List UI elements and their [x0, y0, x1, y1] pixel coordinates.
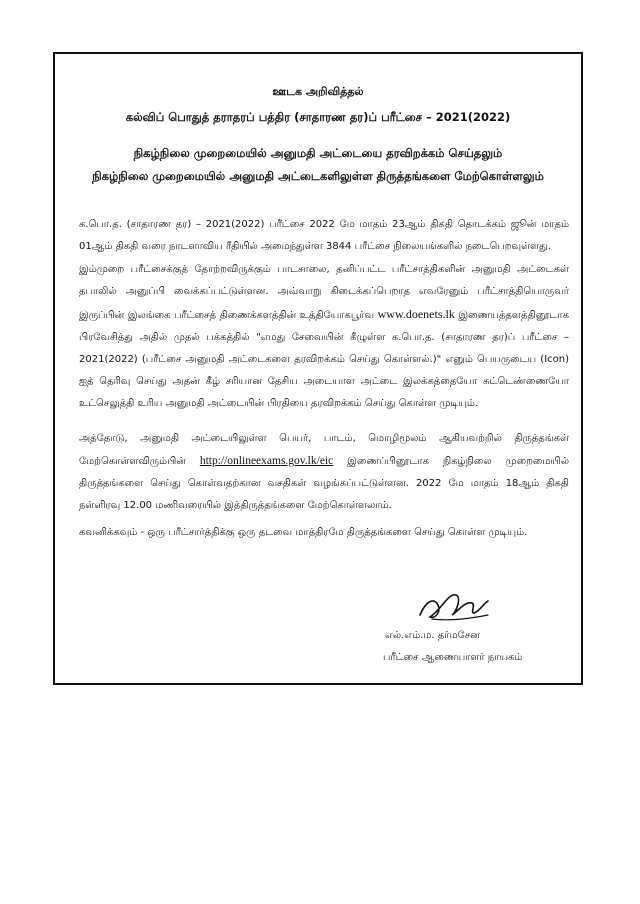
- paragraph-admission-cards: [79, 259, 569, 415]
- paragraph-note: கவனிக்கவும் - ஒரு பரீட்சார்த்திக்கு ஒரு தடவை மாத்திரமே திருத்தங்களை செய்து கொள்ள முடியும்.: [79, 527, 528, 538]
- paragraph-admission-cards-text-1: இம்முறை பரீட்சைக்குத் தோற்றவிருக்கும் பாடசாலை, தனிப்பட்ட பரீட்சாத்திகளின் அனுமதி அட்டைகள் தபாலில் அனுப்பி வைக்கப்பட்டுள்ளன. அவ்வாறு கிடைக்கப்பெறாத எவரேனும் பரீட்சாத்தியொருவர் இருப்பின் இலங்கை பரீட்சைத் திணைக்களத்தின் உத்தியோகபூர்வ: [79, 264, 569, 321]
- paragraph-corrections-text-1: அத்தோடு, அனுமதி அட்டையிலுள்ள பெயர், பாடம், மொழிமூலம் ஆகியவற்றில் திருத்தங்கள் மேற்கொள்ளவிரும்பின்: [79, 433, 569, 467]
- paragraph-exam-dates: க.பொ.த. (சாதாரண தர) – 2021(2022) பரீட்சை 2022 மே மாதம் 23ஆம் திகதி தொடக்கம் ஜூன் மாதம் 01ஆம் திகதி வரை நாடளாவிய ரீதியில் அமைந்துள்ள 3844 பரீட்சை நிலையங்களில் நடைபெறவுள்ளது.: [79, 219, 569, 252]
- exam-title: கல்விப் பொதுத் தராதரப் பத்திர (சாதாரண தர)ப் பரீட்சை – 2021(2022): [125, 110, 511, 124]
- doenets-link[interactable]: www.doenets.lk: [377, 307, 455, 321]
- paragraph-corrections: [79, 428, 569, 517]
- onlineexams-link[interactable]: http://onlineexams.gov.lk/eic: [199, 455, 334, 467]
- signatory-name: எல்.எம்.ம. தர்மசேன: [385, 630, 480, 641]
- subtitle-corrections: நிகழ்நிலை முறைமையில் அனுமதி அட்டைகளிலுள்ள திருத்தங்களை மேற்கொள்ளலும்: [92, 169, 544, 183]
- paragraph-admission-cards-text-2: இணையத்தளத்தினூடாக பிரவேசித்து அதில் முதல் பக்கத்தில் "எமது சேவையின் கீழுள்ள க.பொ.த. (சாதாரண தர)ப் பரீட்சை – 2021(2022) (பரீட்சை அனுமதி அட்டைகளை தரவிறக்கம் செய்து கொள்ளல்.)" எனும் பெயருடைய (Icon) ஐத் தெரிவு செய்து அதன் கீழ் சரியான தேசிய அடையாள அட்டை இலக்கத்தையோ சுட்டெண்ணையோ உட்செலுத்தி உரிய அனுமதி அட்டையின் பிரதியை தரவிறக்கம் செய்து கொள்ள முடியும்.: [79, 310, 569, 409]
- notice-frame: [53, 52, 583, 685]
- notice-heading: ஊடக அறிவித்தல்: [272, 85, 364, 98]
- signature-image: [412, 579, 492, 629]
- signatory-title: பரீட்சை ஆணையாளர் நாயகம்: [383, 652, 523, 663]
- paragraph-corrections-text-2: இணைப்பினூடாக நிகழ்நிலை முறைமையில் திருத்தங்களை செய்து கொள்வதற்கான வசதிகள் வழங்கப்பட்டுள்ளன. 2022 மே மாதம் 18ஆம் திகதி நள்ளிரவு 12.00 மணிவரையில் இத்திருத்தங்களை மேற்கொள்ளலாம்.: [79, 456, 569, 511]
- subtitle-download: நிகழ்நிலை முறைமையில் அனுமதி அட்டையை தரவிறக்கம் செய்தலும்: [133, 146, 503, 160]
